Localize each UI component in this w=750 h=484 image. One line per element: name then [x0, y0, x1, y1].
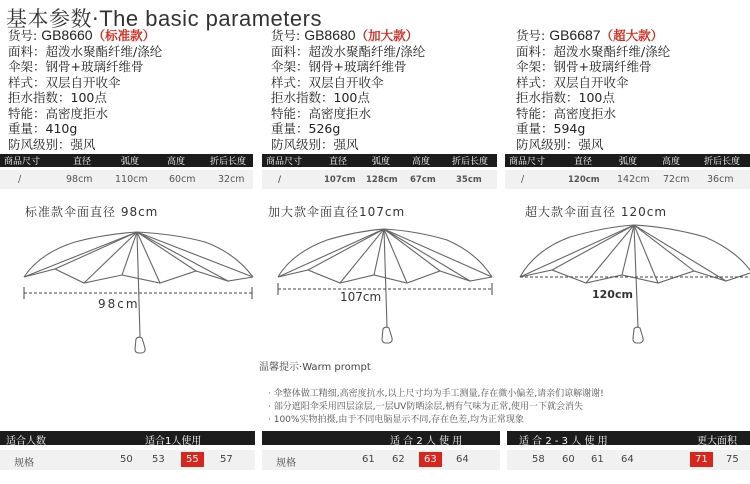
size-table-header-3 [505, 154, 750, 167]
warm-en: Warm prompt [302, 362, 371, 373]
spec-line: 防风级别：强风 [516, 136, 604, 152]
size-table-values-2 [262, 170, 497, 189]
size-value: 53 [152, 454, 165, 465]
table-cell: / [18, 174, 22, 185]
size-value: 50 [120, 454, 133, 465]
title-zh: 基本参数 [6, 7, 92, 31]
table-cell: / [278, 174, 282, 185]
table-cell: 142cm [617, 174, 650, 185]
spec-line: 伞架：钢骨+玻璃纤维骨 [516, 59, 652, 74]
size-value: 62 [392, 454, 405, 465]
size-value-highlight: 55 [181, 452, 204, 467]
spec-line: 重量：594g [516, 121, 586, 136]
table-header: 折后长度 [704, 157, 741, 167]
note-line: · 100%实物拍摄,由于不同电脑显示不同,存在色差,均为正常现象 [268, 415, 525, 425]
spec-line: 防风级别：强风 [271, 136, 359, 152]
code-label: 货号: [516, 28, 546, 43]
people-bar-1 [0, 431, 255, 445]
title-en: The basic parameters [99, 6, 322, 31]
product-code: GB6687 [549, 27, 601, 43]
table-header: 商品尺寸 [266, 157, 303, 167]
diagram-caption-2: 加大款伞面直径107cm [268, 205, 406, 219]
table-header: 高度 [167, 157, 186, 167]
spec-line: 重量：410g [8, 121, 78, 136]
spec-line: 拒水指数：100点 [8, 90, 107, 105]
size-value: 64 [621, 454, 634, 465]
table-header: 高度 [662, 157, 681, 167]
people-bar-3 [507, 431, 750, 445]
size-value-highlight: 71 [690, 452, 713, 467]
spec-line: 面料：超泼水聚酯纤维/涤纶 [8, 43, 163, 59]
table-cell: 72cm [663, 174, 690, 185]
table-cell: 36cm [707, 174, 734, 185]
spec-line: 拒水指数：100点 [516, 90, 615, 105]
spec-line: 防风级别：强风 [8, 136, 96, 152]
table-cell: 60cm [169, 174, 196, 185]
size-value: 58 [532, 454, 545, 465]
spec-block-gb8680 [271, 28, 516, 152]
table-cell: 67cm [410, 174, 436, 185]
table-cell: 35cm [456, 174, 482, 185]
diameter-label-3: 120cm [592, 288, 633, 301]
size-value-highlight: 63 [419, 452, 442, 467]
people-header-2: 适 合 2 人 使 用 [390, 436, 463, 447]
warm-notes [268, 388, 604, 427]
people-header-right: 更大面积 [697, 436, 737, 447]
table-header: 折后长度 [452, 157, 489, 167]
spec-block-gb8660 [8, 28, 253, 152]
spec-line: 特能：高密度拒水 [8, 105, 109, 121]
table-header: 弧度 [372, 157, 391, 167]
table-cell: 128cm [366, 174, 398, 185]
umbrella-diagram-2 [262, 215, 502, 365]
spec-line: 重量：526g [271, 121, 341, 136]
size-value: 60 [562, 454, 575, 465]
size-value: 57 [220, 454, 233, 465]
table-header: 弧度 [619, 157, 638, 167]
size-row-2 [262, 450, 500, 470]
table-header: 直径 [73, 157, 92, 167]
warm-dot: · [299, 362, 303, 373]
spec-line: 面料：超泼水聚酯纤维/涤纶 [271, 43, 426, 59]
model-tag: （超大款） [600, 28, 664, 43]
table-header: 弧度 [121, 157, 140, 167]
size-table-values-1 [0, 170, 253, 189]
spec-line: 特能：高密度拒水 [271, 105, 372, 121]
code-label: 货号: [8, 28, 38, 43]
title-dot: · [92, 7, 100, 31]
table-header: 商品尺寸 [509, 157, 546, 167]
size-value: 61 [591, 454, 604, 465]
table-cell: 32cm [218, 174, 245, 185]
diagram-caption-1: 标准款伞面直径 98cm [25, 205, 159, 219]
size-table-values-3 [505, 170, 750, 189]
people-header-3: 适 合 2 - 3 人 使 用 [519, 436, 608, 447]
warm-prompt-title [259, 358, 371, 373]
umbrella-diagram-1 [0, 215, 262, 365]
size-label: 规格 [14, 458, 34, 469]
spec-line: 样式：双层自开收伞 [271, 74, 384, 90]
diagram-caption-3: 超大款伞面直径 120cm [525, 205, 668, 219]
spec-line: 样式：双层自开收伞 [516, 74, 629, 90]
table-header: 商品尺寸 [4, 157, 41, 167]
spec-line: 拒水指数：100点 [271, 90, 370, 105]
table-header: 直径 [574, 157, 593, 167]
people-bar-2 [262, 431, 500, 445]
table-header: 折后长度 [210, 157, 247, 167]
product-code: GB8660 [41, 27, 93, 43]
people-header-1: 适合1人使用 [145, 436, 202, 447]
size-row-1 [0, 450, 255, 470]
table-cell: 98cm [66, 174, 93, 185]
spec-line: 面料：超泼水聚酯纤维/涤纶 [516, 43, 671, 59]
code-label: 货号: [271, 28, 301, 43]
spec-line: 特能：高密度拒水 [516, 105, 617, 121]
size-value: 61 [362, 454, 375, 465]
spec-line: 伞架：钢骨+玻璃纤维骨 [271, 59, 407, 74]
size-value: 64 [456, 454, 469, 465]
table-header: 直径 [329, 157, 348, 167]
model-tag: （加大款） [355, 28, 419, 43]
table-cell: 110cm [115, 174, 148, 185]
people-header-left: 适合人数 [6, 436, 46, 447]
spec-line: 伞架：钢骨+玻璃纤维骨 [8, 59, 144, 74]
model-tag: （标准款） [92, 28, 156, 43]
size-row-3 [507, 450, 750, 470]
warm-label: 温馨提示 [259, 362, 299, 373]
note-line: · 伞整体做工精细,高密度抗水,以上尺寸均为手工测量,存在微小偏差,请亲们谅解谢谢! [268, 389, 604, 399]
table-cell: 107cm [324, 174, 356, 185]
size-table-header-2 [262, 154, 497, 167]
diameter-label-2: 107cm [340, 290, 382, 304]
table-cell: / [521, 174, 525, 185]
umbrella-diagram-3 [510, 215, 750, 365]
diameter-label-1: 98cm [98, 297, 140, 311]
product-code: GB8680 [304, 27, 356, 43]
note-line: · 部分遮阳伞采用四层涂层,一层UV防晒涂层,柄有气味为正常,使用一下就会消失 [268, 402, 584, 412]
table-header: 高度 [412, 157, 431, 167]
size-label: 规格 [276, 458, 296, 469]
spec-block-gb6687 [516, 28, 750, 152]
size-value: 75 [726, 454, 739, 465]
spec-line: 样式：双层自开收伞 [8, 74, 121, 90]
size-table-header-1 [0, 154, 253, 167]
table-cell: 120cm [568, 174, 600, 185]
